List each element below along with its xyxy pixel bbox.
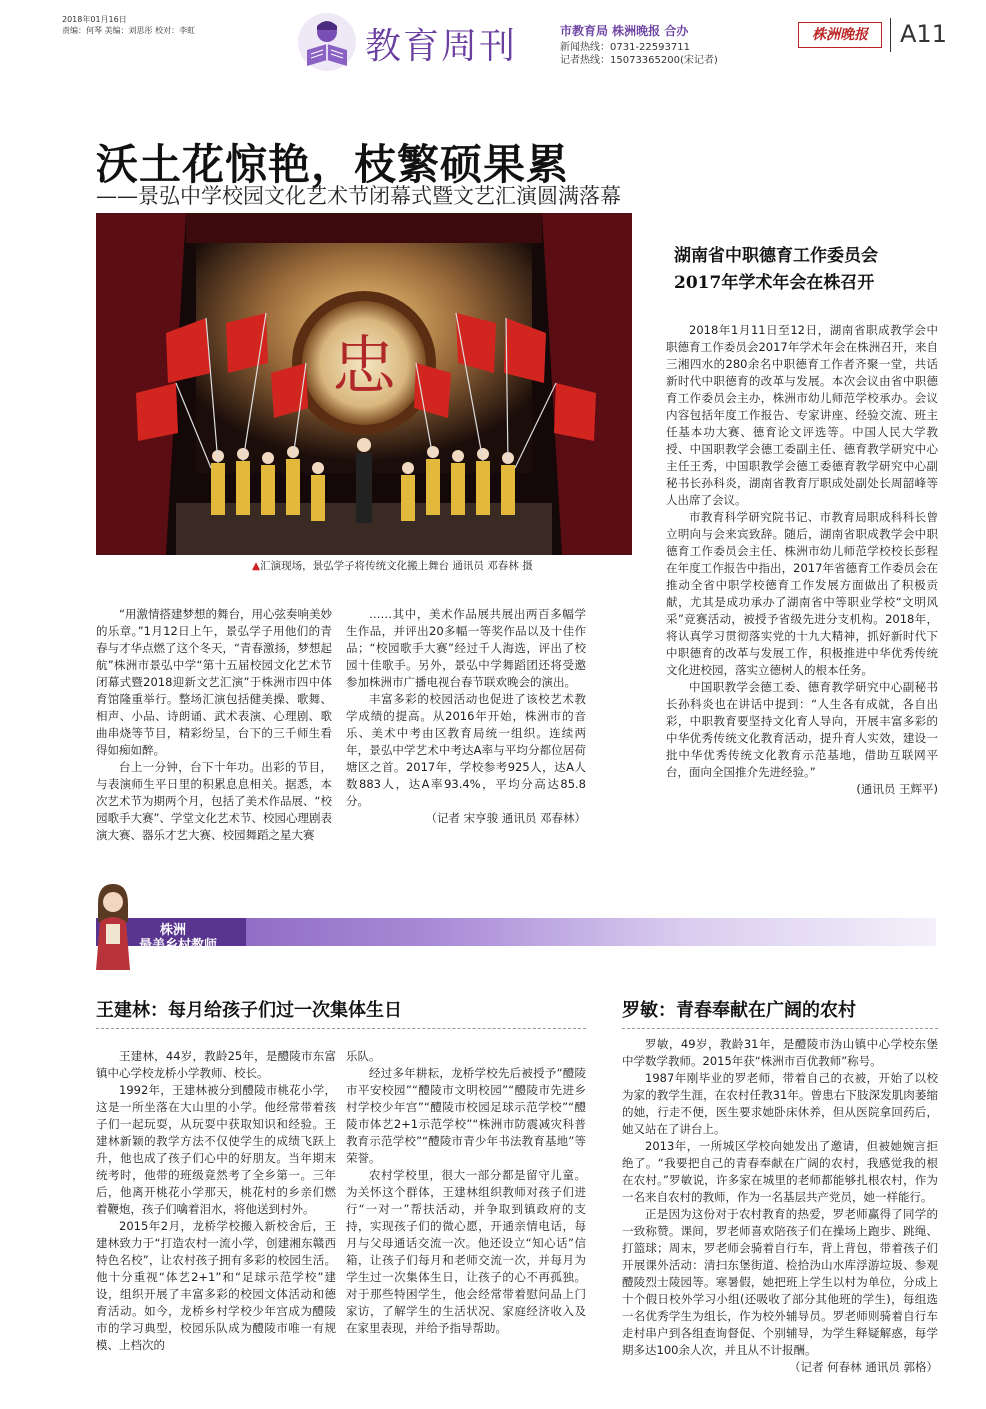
luo-story-body: [622, 1036, 938, 1376]
wang-paragraph: 1992年，王建林被分到醴陵市桃花小学，这是一所坐落在大山里的小学。他经常带着孩子们一起玩耍，从玩耍中获取知识和经验。王建林新颖的教学方法不仅使学生的成绩飞跃上升，他也成了孩子们心中的好朋友。当年期末统考时，他带的班级竟然考了全乡第一。三年后，他离开桃花小学那天，桃花村的乡亲们燃着鞭炮，孩子们噙着泪水，将他送到村外。: [96, 1083, 336, 1216]
luo-paragraph: 罗敏，49岁，教龄31年，是醴陵市沩山镇中心学校东堡中学数学教师。2015年获“株洲市百优教师”称号。: [622, 1037, 938, 1068]
issue-meta: [62, 14, 195, 36]
news-hotline: 新闻热线：0731-22593711: [560, 42, 690, 53]
side-headline-line2: 2017年学术年会在株召开: [674, 273, 875, 293]
masthead: 教育周刊: [365, 26, 518, 67]
side-paragraph: 2018年1月11日至12日，湖南省职成教学会中职德育工作委员会2017年学术年会在株洲召开，来自三湘四水的280余名中职德育工作者齐聚一堂，共话新时代中职德育的改革与发展。本次会议由省中职德育工作委员会主办，株洲市幼儿师范学校承办。会议内容包括年度工作报告、专家讲座、经验交流、班主任基本功大赛、德育论文评选等。中国人民大学教授、中国职教学会德工委副主任、德育教学研究中心主任王秀，中国职教学会德工委德育教学研究中心副秘书长孙科炎，湖南省教育厅职成处副处长周韶峰等人出席了会议。: [666, 323, 938, 507]
wang-paragraph: 2015年2月，龙桥学校搬入新校舍后，王建林致力于“打造农村一流小学，创建湘东赣西特色名校”，让农村孩子拥有多彩的校园生活。他十分重视“体艺2+1”和“足球示范学校”建设，组织开展了丰富多彩的校园文体活动和德育活动。如今，龙桥乡村学校少年宫成为醴陵市的学习典型，校园乐队成为醴陵市唯一有规模、上档次的: [96, 1219, 336, 1352]
wang-story-col2: [346, 1048, 586, 1337]
stage-photo: [96, 213, 632, 555]
banner-title-line2: 最美乡村教师: [139, 938, 218, 953]
luo-paragraph: 1987年刚毕业的罗老师，带着自己的衣被，开始了以校为家的教学生涯，在农村任教31年。曾患右下肢深发肌肉萎缩的她，行走不便，医生要求她卧床休养，但从医院拿回药后，她又站在了讲台上。: [622, 1071, 938, 1136]
main-paragraph: ……其中，美术作品展共展出两百多幅学生作品，并评出20多幅一等奖作品以及十佳作品；“校园歌手大赛”经过千人海选，评出了校园十佳歌手。另外，景弘中学舞蹈团还将受邀参加株洲市广播电视台春节联欢晚会的演出。: [346, 607, 586, 689]
luo-story-credit: （记者 何春林 通讯员 郭格）: [789, 1360, 938, 1374]
reporter-hotline: 记者热线：15073365200(宋记者): [560, 55, 718, 66]
wang-paragraph: 经过多年耕耘，龙桥学校先后被授予“醴陵市平安校园”“醴陵市文明校园”“醴陵市先进乡村学校少年宫”“醴陵市校园足球示范学校”“醴陵市体艺2+1示范学校”“株洲市防震减灾科普教育示范学校”“醴陵市青少年书法教育基地”等荣誉。: [346, 1066, 586, 1165]
sponsor-line: 市教育局 株洲晚报 合办: [560, 24, 689, 38]
reading-student-icon: [297, 12, 357, 72]
main-story-col1: [96, 606, 332, 844]
side-headline: [674, 243, 938, 297]
header-divider: [890, 18, 891, 52]
wang-paragraph: 农村学校里，很大一部分都是留守儿童。为关怀这个群体，王建林组织教师对孩子们进行“一对一”帮扶活动，并争取到镇政府的支持，实现孩子们的微心愿，开通亲情电话，每月与父母通话交流一次。他还设立“知心话”信箱，让孩子们每月和老师交流一次，并每月为学生过一次集体生日，让孩子的心不再孤独。对于那些特困学生，他会经常带着慰问品上门家访，了解学生的生活状况、家庭经济收入及在家里表现，并给予指导帮助。: [346, 1168, 586, 1335]
wang-story-col1: [96, 1048, 336, 1354]
caption-marker-icon: ▲: [252, 560, 261, 572]
luo-headline-rule: [622, 1028, 938, 1030]
main-headline: 沃土花惊艳，枝繁硕果累: [96, 140, 570, 189]
teacher-figure-icon: [90, 882, 136, 972]
issue-date: 2018年01月16日: [62, 15, 127, 24]
side-headline-line1: 湖南省中职德育工作委员会: [674, 246, 878, 266]
main-subheadline: ——景弘中学校园文化艺术节闭幕式暨文艺汇演圆满落幕: [96, 184, 621, 208]
main-paragraph: “用激情搭建梦想的舞台，用心弦奏响美妙的乐章。”1月12日上午，景弘学子用他们的青春与才华点燃了这个冬天，“青春激扬，梦想起航”株洲市景弘中学“第十五届校园文化艺术节闭幕式暨2018迎新文艺汇演”于株洲市四中体育馆隆重举行。整场汇演包括健美操、歌舞、相声、小品、诗朗诵、武术表演、心理剧、歌曲串烧等节目，精彩纷呈，台下的三千师生看得如痴如醉。: [96, 607, 332, 757]
caption-text: 汇演现场，景弘学子将传统文化搬上舞台 通讯员 邓春林 摄: [260, 560, 533, 572]
photo-caption: [252, 558, 533, 573]
side-story-credit: (通讯员 王辉平): [856, 782, 938, 796]
wang-paragraph: 王建林，44岁，教龄25年，是醴陵市东富镇中心学校龙桥小学教师、校长。: [96, 1049, 336, 1080]
banner-title-line1: 株洲: [160, 923, 187, 938]
side-paragraph: 市教育科学研究院书记、市教育局职成科科长曾立明向与会来宾致辞。随后，湖南省职成教学会中职德育工作委员会主任、株洲市幼儿师范学校校长彭程在年度工作报告中指出，2017年省德育工作委员会在推动全省中职学校德育工作发展方面做出了积极贡献，尤其是成功承办了湖南省中等职业学校“文明风采”竞赛活动，被授予省级先进分支机构。2018年，将认真学习贯彻落实党的十九大精神，抓好新时代下中职德育的改革与发展工作，积极推进中华优秀传统文化进校园，落实立德树人的根本任务。: [666, 510, 938, 677]
side-story-body: [666, 322, 938, 798]
editor-credits: 责编：何琴 美编：刘思彤 校对：李虹: [62, 26, 196, 35]
main-story-credit: （记者 宋亨骏 通讯员 邓春林）: [425, 811, 586, 825]
side-paragraph: 中国职教学会德工委、德育教学研究中心副秘书长孙科炎也在讲话中提到：“人生各有成就，各自出彩，中职教育要坚持文化育人导向，开展丰富多彩的中华优秀传统文化教育活动，提升育人实效，建设一批中华优秀传统文化教育示范基地，借助互联网平台，面向全国推介先进经验。”: [666, 680, 938, 779]
luo-paragraph: 正是因为这份对于农村教育的热爱，罗老师赢得了同学的一致称赞。课间，罗老师喜欢陪孩子们在操场上跑步、跳绳、打篮球；周末，罗老师会骑着自行车，背上背包，带着孩子们开展课外活动：清扫东堡街道、检拾沩山水库浮游垃圾、参观醴陵烈士陵园等。寒暑假，她把班上学生以村为单位，分成上十个假日校外学习小组(还吸收了部分其他班的学生)，每组选一名优秀学生为组长，作为校外辅导员。罗老师则骑着自行车走村串户到各组查询督促、个别辅导，为学生释疑解惑，每学期多达100余人次，并且从不计报酬。: [622, 1207, 938, 1357]
paper-logo: 株洲晚报: [798, 22, 882, 48]
wang-headline-rule: [96, 1028, 586, 1030]
main-paragraph: 台上一分钟，台下十年功。出彩的节目，与表演师生平日里的积累息息相关。据悉，本次艺术节为期两个月，包括了美术作品展、“校园歌手大赛”、学堂文化艺术节、校园心理剧表演大赛、器乐才艺大赛、校园舞蹈之星大赛: [96, 760, 332, 842]
page-number: A11: [900, 20, 947, 48]
main-story-col2: [346, 606, 586, 827]
wang-paragraph: 乐队。: [346, 1049, 381, 1063]
wang-headline: 王建林：每月给孩子们过一次集体生日: [96, 1000, 402, 1021]
main-paragraph: 丰富多彩的校园活动也促进了该校艺术教学成绩的提高。从2016年开始，株洲市的音乐、美术中考由区教育局统一组织。连续两年，景弘中学艺术中考达A率与平均分都位居荷塘区之首。2017年，学校参考925人，达A人数883人，达A率93.4%，平均分高达85.8分。: [346, 692, 586, 808]
luo-headline: 罗敏：青春奉献在广阔的农村: [622, 1000, 856, 1021]
luo-paragraph: 2013年，一所城区学校向她发出了邀请，但被她婉言拒绝了。“我要把自己的青春奉献在广阔的农村，我感觉我的根在农村。”罗敏说，许多家在城里的老师都能够扎根农村，作为一名来自农村的教师，作为一名基层共产党员，她一样能行。: [622, 1139, 938, 1204]
hotlines: [560, 41, 718, 67]
drum-character: 忠: [332, 330, 396, 404]
